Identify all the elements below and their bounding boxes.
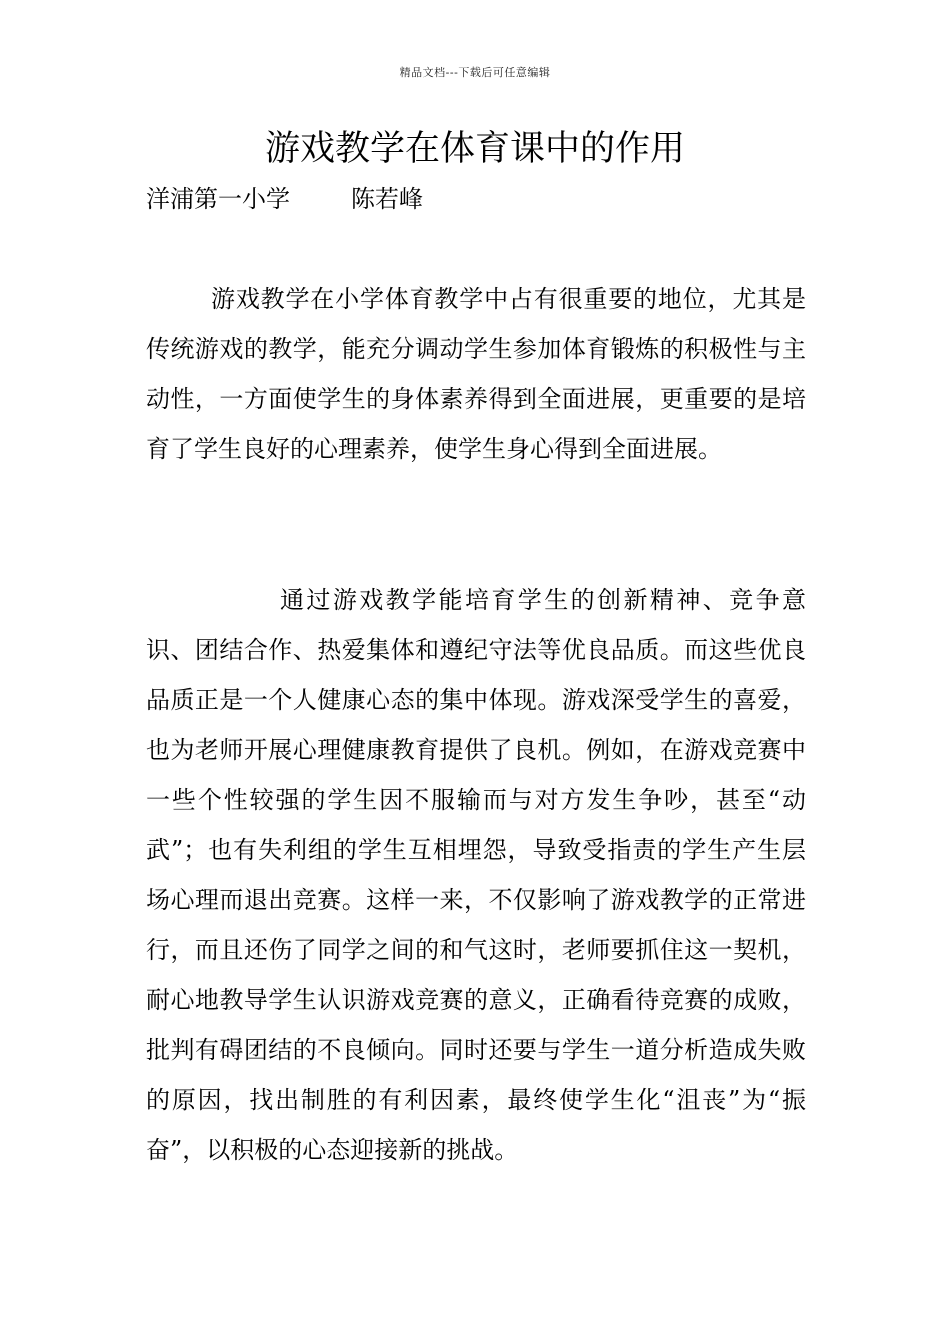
byline: [146, 182, 423, 216]
paragraph-2: 通过游戏教学能培育学生的创新精神、竞争意识、团结合作、热爱集体和遵纪守法等优良品质。而这些优良品质正是一个人健康心态的集中体现。游戏深受学生的喜爱，也为老师开展心理健康教育提供了良机。例如，在游戏竞赛中一些个性较强的学生因不服输而与对方发生争吵，甚至“动武”；也有失利组的学生互相埋怨，导致受指责的学生产生层场心理而退出竞赛。这样一来，不仅影响了游戏教学的正常进行，而且还伤了同学之间的和气这时，老师要抓住这一契机，耐心地教导学生认识游戏竞赛的意义，正确看待竞赛的成败，批判有碍团结的不良倾向。同时还要与学生一道分析造成失败的原因，找出制胜的有利因素，最终使学生化“沮丧”为“振奋”，以积极的心态迎接新的挑战。: [146, 586, 806, 1164]
paragraph-1: 游戏教学在小学体育教学中占有很重要的地位，尤其是传统游戏的教学，能充分调动学生参加体育锻炼的积极性与主动性，一方面使学生的身体素养得到全面进展，更重要的是培育了学生良好的心理素养，使学生身心得到全面进展。: [146, 285, 806, 463]
document-title: 游戏教学在体育课中的作用: [264, 129, 685, 169]
school-name: 洋浦第一小学: [146, 185, 290, 213]
author-name: 陈若峰: [351, 185, 424, 213]
header-note: 精品文档---下载后可任意编辑: [399, 66, 551, 79]
